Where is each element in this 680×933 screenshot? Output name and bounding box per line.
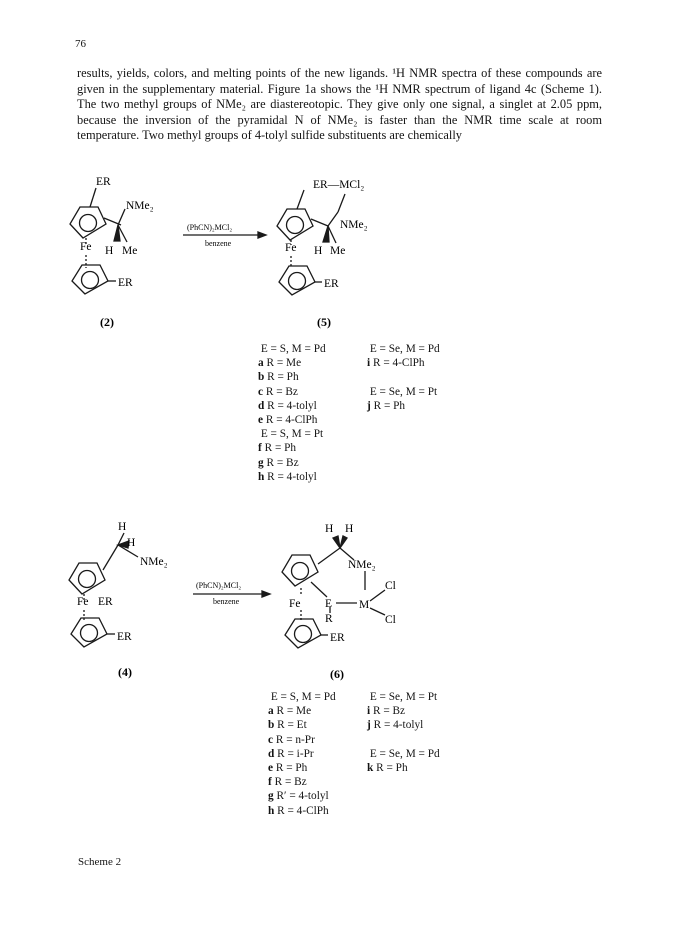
compound-label-5: (5) [317,315,331,329]
compound-label-2: (2) [100,315,114,329]
cp-ring-circle-top-2 [80,215,97,232]
legend-row: h R = 4-ClPh [268,804,329,817]
legend-row: E = Se, M = Pt [369,691,438,703]
cp-ring-bottom-5 [279,266,315,295]
scheme-caption: Scheme 2 [78,856,122,868]
label-nme2-4: NMe₂ [140,556,168,568]
cp-ring-top-6 [282,555,318,586]
label-m-6: M [359,599,370,611]
legend-row [367,733,440,747]
legend-row: i R = Bz [367,705,406,718]
legend-row: b R = Et [268,719,307,732]
legend-row: b R = Ph [258,371,299,384]
page-number: 76 [75,38,86,50]
label-fe-6: Fe [289,598,301,610]
legend-row: k R = Ph [367,762,408,774]
legend-row: g R = Bz [258,456,299,469]
legend-row: E = Se, M = Pt [369,385,438,398]
legend-row: e R = 4-ClPh [258,414,318,427]
solvent-bottom: benzene [213,597,240,606]
cp-ring-top-4 [69,563,105,594]
label-er-bottom-4: ER [117,631,132,643]
legend-6-col1 [268,690,336,818]
label-er-4: ER [98,596,113,608]
label-er-bottom-5: ER [324,278,339,290]
label-h2-6: H [345,523,354,535]
legend-5-col2 [367,342,440,413]
reagent-top: (PhCN)₂MCl₂ [187,223,233,232]
legend-6-col2 [367,690,440,775]
cp-ring-top-5 [277,209,313,240]
legend-row: c R = n-Pr [268,733,315,746]
legend-row: a R = Me [268,705,312,718]
legend-row: j R = 4-tolyl [367,719,424,732]
solvent-top: benzene [205,239,232,248]
body-text: results, yields, colors, and melting points of the new ligands. ¹H NMR spectra of these compounds are given in the supplementary material. Figure 1a shows the ¹H NMR spectrum of ligand 4c (Scheme 1). The two methyl groups of NMe₂ are diastereotopic. They give only one signal, a singlet at 2.05 ppm, because the inversion of the pyramidal N of NMe₂ is faster than the NMR time scale at room temperature. Two methyl groups of 4-tolyl sulfide substituents are chemically [77,66,602,143]
legend-row: g R′ = 4-tolyl [268,790,329,803]
compound-label-6: (6) [330,667,344,681]
legend-row: d R = i-Pr [268,747,314,760]
label-me-5: Me [330,245,346,257]
label-h1-4: H [118,521,127,533]
label-me-2: Me [122,245,138,257]
legend-row: E = S, M = Pt [260,428,324,441]
legend-row: i R = 4-ClPh [367,357,425,370]
label-er-top-2: ER [96,176,111,188]
label-cl1-6: Cl [385,580,396,592]
label-cl2-6: Cl [385,614,396,626]
label-h2-4: H [127,537,136,549]
legend-row: j R = Ph [367,399,406,412]
legend-row: a R = Me [258,357,302,370]
label-fe-2: Fe [80,241,92,253]
reagent-bottom: (PhCN)₂MCl₂ [196,581,242,590]
legend-row: c R = Bz [258,385,298,398]
cp-ring-bottom-6 [285,619,321,648]
legend-row: E = S, M = Pd [260,343,326,355]
legend-row: E = Se, M = Pd [369,747,440,760]
label-er-mcl2-5: ER—MCl₂ [313,179,365,191]
legend-row: e R = Ph [268,762,308,775]
cp-ring-top-2 [70,207,106,238]
label-fe-5: Fe [285,242,297,254]
legend-row: d R = 4-tolyl [258,399,317,412]
label-h1-6: H [325,523,334,535]
label-er-bottom-6: ER [330,632,345,644]
legend-5-col1 [258,342,326,484]
cp-ring-bottom-4 [71,618,107,647]
label-nme2-2: NMe₂ [126,200,154,212]
legend-row [367,370,440,384]
legend-row: f R = Bz [268,776,307,789]
label-nme2-5: NMe₂ [340,219,368,231]
label-h-2: H [105,245,114,257]
label-r-6: R [325,613,333,625]
label-nme2-6: NMe₂ [348,559,376,571]
label-e-6: E [325,598,333,610]
label-h-5: H [314,245,323,257]
compound-label-4: (4) [118,665,132,679]
legend-row: E = S, M = Pd [270,691,336,703]
legend-row: f R = Ph [258,442,297,455]
legend-row: E = Se, M = Pd [369,343,440,355]
label-er-bottom-2: ER [118,277,133,289]
legend-row: h R = 4-tolyl [258,470,317,483]
label-fe-4: Fe [77,596,89,608]
cp-ring-bottom-2 [72,265,108,294]
